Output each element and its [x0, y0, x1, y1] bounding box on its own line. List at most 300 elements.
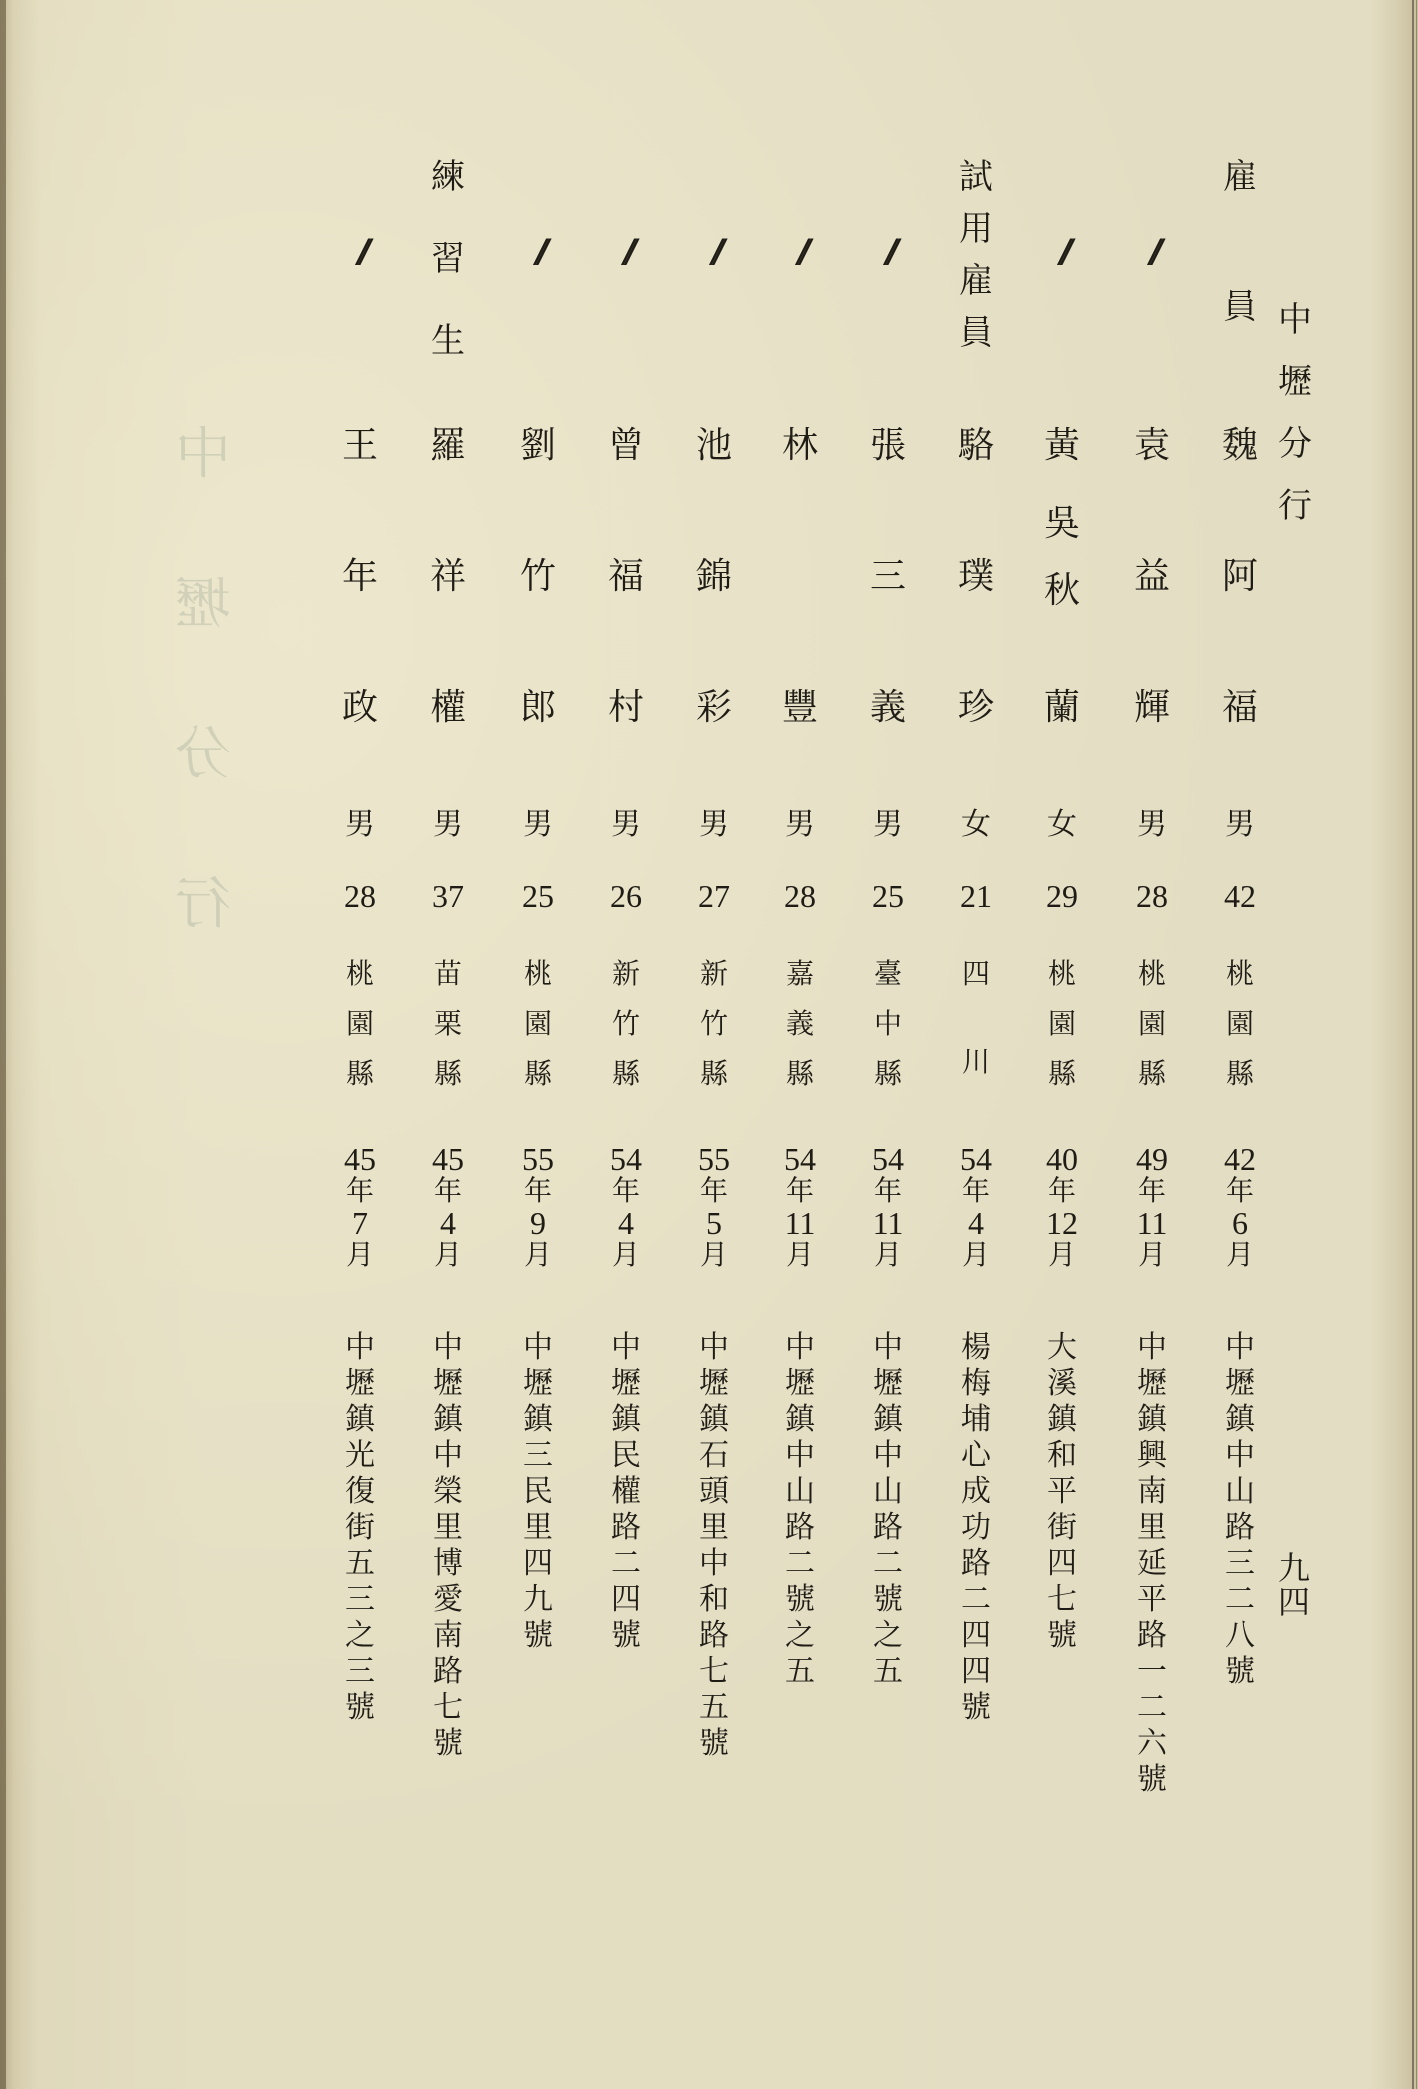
job-title-char: 生: [431, 321, 465, 361]
date-year: 55: [698, 1141, 730, 1177]
address-char: 五: [785, 1654, 815, 1689]
address-char: 七: [433, 1690, 463, 1725]
address: [1032, 1330, 1092, 1653]
month-suffix: 月: [873, 1238, 902, 1271]
employee-entry: [684, 0, 744, 2089]
year-suffix: 年: [1047, 1174, 1076, 1207]
job-title-char: 練: [431, 157, 465, 197]
native-place: [418, 957, 478, 1090]
address-char: 中: [785, 1438, 815, 1473]
name-char: 池: [696, 425, 733, 466]
native-place: [684, 957, 744, 1090]
name-char: 璞: [958, 556, 995, 597]
character: 分: [175, 722, 231, 787]
native-place-char: 新: [611, 957, 640, 990]
date-joined: [1032, 1143, 1092, 1269]
address-char: 號: [433, 1726, 463, 1761]
address-char: 光: [345, 1438, 375, 1473]
age: 27: [698, 878, 730, 914]
date-year: 42: [1224, 1141, 1256, 1177]
address-char: 中: [699, 1330, 729, 1365]
address-char: 四: [611, 1582, 641, 1617]
employee-entry: [1210, 0, 1270, 2089]
page-number: [1278, 1549, 1311, 1621]
address-char: 一: [1137, 1654, 1167, 1689]
address-char: 號: [1225, 1654, 1255, 1689]
employee-entry: [1032, 0, 1092, 2089]
address-char: 鎮: [699, 1402, 729, 1437]
address-char: 民: [523, 1474, 553, 1509]
name-char: 郎: [520, 687, 557, 728]
address-char: 路: [785, 1510, 815, 1545]
name-char: 益: [1134, 556, 1171, 597]
name-char: 竹: [520, 556, 557, 597]
address-char: 延: [1137, 1546, 1167, 1581]
name-char: 魏: [1222, 425, 1259, 466]
year-suffix: 年: [1225, 1174, 1254, 1207]
native-place-char: 桃: [1137, 957, 1166, 990]
employee-entry: [418, 0, 478, 2089]
sex: 男: [433, 807, 463, 842]
address-char: 號: [961, 1690, 991, 1725]
employee-entry: [946, 0, 1006, 2089]
name-char: 吳: [1044, 503, 1081, 544]
date-joined: [770, 1143, 830, 1269]
native-place-char: 縣: [433, 1057, 462, 1090]
native-place-char: 新: [699, 957, 728, 990]
address-char: 壢: [611, 1366, 641, 1401]
date-month: 5: [706, 1205, 722, 1241]
address-char: 壢: [433, 1366, 463, 1401]
address-char: 復: [345, 1474, 375, 1509]
native-place: [1210, 957, 1270, 1090]
address-char: 里: [433, 1510, 463, 1545]
address-char: 之: [785, 1618, 815, 1653]
name-char: 張: [870, 425, 907, 466]
ditto-mark: //: [885, 232, 891, 270]
address-char: 中: [785, 1330, 815, 1365]
address-char: 和: [1047, 1438, 1077, 1473]
date-year: 54: [610, 1141, 642, 1177]
month-suffix: 月: [1225, 1238, 1254, 1271]
address-char: 壢: [523, 1366, 553, 1401]
native-place-char: 園: [523, 1007, 552, 1040]
date-joined: [1122, 1143, 1182, 1269]
show-through-text: [175, 410, 231, 940]
address-char: 路: [699, 1618, 729, 1653]
native-place-char: 桃: [345, 957, 374, 990]
address-char: 溪: [1047, 1366, 1077, 1401]
ditto-mark: //: [711, 232, 717, 270]
address-char: 平: [1137, 1582, 1167, 1617]
sex: 女: [961, 807, 991, 842]
character: 四: [1278, 1583, 1311, 1621]
address-char: 和: [699, 1582, 729, 1617]
address-char: 鎮: [345, 1402, 375, 1437]
job-title-char: 習: [431, 239, 465, 279]
address-char: 七: [1047, 1582, 1077, 1617]
address-char: 埔: [961, 1402, 991, 1437]
native-place-char: 縣: [345, 1057, 374, 1090]
date-joined: [330, 1143, 390, 1269]
native-place-char: 栗: [433, 1007, 462, 1040]
address-char: 中: [433, 1330, 463, 1365]
job-title-char: 雇: [1223, 157, 1257, 197]
address-char: 二: [611, 1546, 641, 1581]
address-char: 壢: [1225, 1366, 1255, 1401]
address-char: 之: [873, 1618, 903, 1653]
address-char: 路: [873, 1510, 903, 1545]
address: [946, 1330, 1006, 1725]
address-char: 榮: [433, 1474, 463, 1509]
native-place: [858, 957, 918, 1090]
age: 42: [1224, 878, 1256, 914]
age: 28: [344, 878, 376, 914]
address-char: 南: [433, 1618, 463, 1653]
native-place: [1032, 957, 1092, 1090]
month-suffix: 月: [1137, 1238, 1166, 1271]
native-place-char: 川: [961, 1045, 990, 1078]
address-char: 四: [961, 1654, 991, 1689]
month-suffix: 月: [961, 1238, 990, 1271]
employee-entry: [1122, 0, 1182, 2089]
address-char: 壢: [785, 1366, 815, 1401]
address-char: 中: [611, 1330, 641, 1365]
date-month: 11: [784, 1205, 816, 1241]
address-char: 四: [1047, 1546, 1077, 1581]
sex: 女: [1047, 807, 1077, 842]
address-char: 街: [345, 1510, 375, 1545]
name-char: 阿: [1222, 556, 1259, 597]
address-char: 二: [1137, 1690, 1167, 1725]
address-char: 博: [433, 1546, 463, 1581]
native-place-char: 四: [961, 957, 990, 990]
date-month: 7: [352, 1205, 368, 1241]
native-place-char: 園: [345, 1007, 374, 1040]
address-char: 二: [1225, 1582, 1255, 1617]
date-year: 54: [784, 1141, 816, 1177]
address-char: 鎮: [523, 1402, 553, 1437]
name-char: 三: [870, 556, 907, 597]
address: [770, 1330, 830, 1689]
address-char: 號: [785, 1582, 815, 1617]
year-suffix: 年: [523, 1174, 552, 1207]
name-char: 王: [342, 425, 379, 466]
native-place-char: 園: [1225, 1007, 1254, 1040]
job-title-char: 員: [1223, 287, 1257, 327]
ditto-mark: //: [535, 232, 541, 270]
address: [858, 1330, 918, 1689]
address-char: 號: [873, 1582, 903, 1617]
address-char: 路: [433, 1654, 463, 1689]
address-char: 壢: [345, 1366, 375, 1401]
address-char: 中: [699, 1546, 729, 1581]
native-place-char: 竹: [699, 1007, 728, 1040]
sex: 男: [1137, 807, 1167, 842]
native-place-char: 桃: [523, 957, 552, 990]
address-char: 民: [611, 1438, 641, 1473]
job-title-char: 員: [959, 313, 993, 353]
age: 28: [784, 878, 816, 914]
address-char: 權: [611, 1474, 641, 1509]
ditto-mark: //: [623, 232, 629, 270]
name-char: 劉: [520, 425, 557, 466]
employee-entry: [596, 0, 656, 2089]
address-char: 七: [699, 1654, 729, 1689]
native-place-char: 縣: [873, 1057, 902, 1090]
address-char: 楊: [961, 1330, 991, 1365]
address-char: 石: [699, 1438, 729, 1473]
native-place: [1122, 957, 1182, 1090]
name-char: 福: [608, 556, 645, 597]
age: 37: [432, 878, 464, 914]
address-char: 鎮: [873, 1402, 903, 1437]
address-char: 中: [523, 1330, 553, 1365]
page-border-line: [1416, 0, 1417, 2089]
address: [330, 1330, 390, 1725]
month-suffix: 月: [1047, 1238, 1076, 1271]
address-char: 壢: [1137, 1366, 1167, 1401]
address-char: 平: [1047, 1474, 1077, 1509]
native-place-char: 桃: [1225, 957, 1254, 990]
name-char: 秋: [1044, 570, 1081, 611]
address-char: 鎮: [433, 1402, 463, 1437]
character: 行: [1278, 486, 1312, 526]
address-char: 中: [1225, 1330, 1255, 1365]
date-joined: [508, 1143, 568, 1269]
job-title: [946, 157, 1006, 353]
address-char: 中: [1225, 1438, 1255, 1473]
address-char: 之: [345, 1618, 375, 1653]
address-char: 山: [873, 1474, 903, 1509]
date-year: 40: [1046, 1141, 1078, 1177]
address-char: 里: [699, 1510, 729, 1545]
character: 壢: [1278, 362, 1312, 402]
name-char: 蘭: [1044, 687, 1081, 728]
date-month: 9: [530, 1205, 546, 1241]
address-char: 號: [611, 1618, 641, 1653]
sex: 男: [523, 807, 553, 842]
ditto-mark: //: [797, 232, 803, 270]
address: [418, 1330, 478, 1761]
date-year: 49: [1136, 1141, 1168, 1177]
address-char: 里: [1137, 1510, 1167, 1545]
employee-entry: [770, 0, 830, 2089]
date-month: 12: [1046, 1205, 1078, 1241]
character: 中: [1278, 300, 1312, 340]
address-char: 山: [1225, 1474, 1255, 1509]
ditto-mark: //: [1149, 232, 1155, 270]
name-char: 彩: [696, 687, 733, 728]
address-char: 山: [785, 1474, 815, 1509]
address-char: 心: [961, 1438, 991, 1473]
name-char: 村: [608, 687, 645, 728]
address: [1210, 1330, 1270, 1689]
address-char: 二: [873, 1546, 903, 1581]
address-char: 三: [1225, 1546, 1255, 1581]
year-suffix: 年: [785, 1174, 814, 1207]
address-char: 四: [961, 1618, 991, 1653]
address-char: 鎮: [1225, 1402, 1255, 1437]
address-char: 興: [1137, 1438, 1167, 1473]
date-year: 55: [522, 1141, 554, 1177]
native-place-char: 臺: [873, 957, 902, 990]
address-char: 街: [1047, 1510, 1077, 1545]
address-char: 四: [523, 1546, 553, 1581]
address: [596, 1330, 656, 1653]
native-place: [330, 957, 390, 1090]
native-place-char: 義: [785, 1007, 814, 1040]
name-char: 珍: [958, 687, 995, 728]
name-char: 豐: [782, 687, 819, 728]
sex: 男: [699, 807, 729, 842]
native-place-char: 縣: [699, 1057, 728, 1090]
native-place-char: 嘉: [785, 957, 814, 990]
native-place-char: 園: [1137, 1007, 1166, 1040]
name-char: 曾: [608, 425, 645, 466]
sex: 男: [785, 807, 815, 842]
address-char: 中: [873, 1438, 903, 1473]
date-joined: [596, 1143, 656, 1269]
date-year: 54: [872, 1141, 904, 1177]
native-place-char: 竹: [611, 1007, 640, 1040]
address-char: 鎮: [1137, 1402, 1167, 1437]
address-char: 南: [1137, 1474, 1167, 1509]
month-suffix: 月: [699, 1238, 728, 1271]
month-suffix: 月: [345, 1238, 374, 1271]
date-year: 45: [432, 1141, 464, 1177]
age: 25: [522, 878, 554, 914]
address-char: 功: [961, 1510, 991, 1545]
job-title-char: 用: [959, 209, 993, 249]
name-char: 林: [782, 425, 819, 466]
address-char: 鎮: [785, 1402, 815, 1437]
date-month: 4: [618, 1205, 634, 1241]
address-char: 中: [873, 1330, 903, 1365]
date-joined: [684, 1143, 744, 1269]
address-char: 三: [523, 1438, 553, 1473]
name-char: 袁: [1134, 425, 1171, 466]
address-char: 二: [961, 1582, 991, 1617]
name-char: 權: [430, 687, 467, 728]
address: [508, 1330, 568, 1653]
address-char: 里: [523, 1510, 553, 1545]
character: 分: [1278, 424, 1312, 464]
address-char: 九: [523, 1582, 553, 1617]
page-border-line: [1412, 0, 1414, 2089]
native-place: [946, 957, 1006, 1078]
date-year: 54: [960, 1141, 992, 1177]
address-char: 號: [523, 1618, 553, 1653]
name-char: 年: [342, 556, 379, 597]
date-joined: [946, 1143, 1006, 1269]
native-place-char: 苗: [433, 957, 462, 990]
date-month: 6: [1232, 1205, 1248, 1241]
age: 21: [960, 878, 992, 914]
year-suffix: 年: [1137, 1174, 1166, 1207]
address-char: 五: [873, 1654, 903, 1689]
address-char: 中: [1137, 1330, 1167, 1365]
native-place: [770, 957, 830, 1090]
name-char: 錦: [696, 556, 733, 597]
year-suffix: 年: [961, 1174, 990, 1207]
native-place-char: 縣: [785, 1057, 814, 1090]
native-place-char: 縣: [611, 1057, 640, 1090]
year-suffix: 年: [873, 1174, 902, 1207]
age: 26: [610, 878, 642, 914]
age: 29: [1046, 878, 1078, 914]
address-char: 鎮: [611, 1402, 641, 1437]
character: 中: [175, 422, 231, 487]
employee-entry: [508, 0, 568, 2089]
month-suffix: 月: [523, 1238, 552, 1271]
employee-entry: [330, 0, 390, 2089]
address-char: 梅: [961, 1366, 991, 1401]
year-suffix: 年: [433, 1174, 462, 1207]
address-char: 八: [1225, 1618, 1255, 1653]
date-year: 45: [344, 1141, 376, 1177]
job-title-char: 試: [959, 157, 993, 197]
age: 25: [872, 878, 904, 914]
address: [1122, 1330, 1182, 1797]
date-month: 4: [968, 1205, 984, 1241]
address-char: 頭: [699, 1474, 729, 1509]
address-char: 二: [785, 1546, 815, 1581]
native-place-char: 中: [873, 1007, 902, 1040]
address-char: 成: [961, 1474, 991, 1509]
character: 九: [1278, 1549, 1311, 1587]
job-title: [418, 157, 478, 361]
native-place-char: 縣: [523, 1057, 552, 1090]
sex: 男: [1225, 807, 1255, 842]
address-char: 路: [611, 1510, 641, 1545]
address-char: 鎮: [1047, 1402, 1077, 1437]
address-char: 五: [699, 1690, 729, 1725]
native-place: [508, 957, 568, 1090]
address-char: 號: [1047, 1618, 1077, 1653]
native-place-char: 縣: [1047, 1057, 1076, 1090]
native-place-char: 縣: [1137, 1057, 1166, 1090]
address-char: 六: [1137, 1726, 1167, 1761]
address-char: 路: [961, 1546, 991, 1581]
native-place-char: 縣: [1225, 1057, 1254, 1090]
name-char: 福: [1222, 687, 1259, 728]
name-char: 政: [342, 687, 379, 728]
address-char: 三: [345, 1654, 375, 1689]
address-char: 路: [1137, 1618, 1167, 1653]
address-char: 中: [345, 1330, 375, 1365]
date-joined: [418, 1143, 478, 1269]
section-header-title: [1278, 300, 1312, 526]
employee-entry: [858, 0, 918, 2089]
character: 壢: [175, 572, 231, 637]
address-char: 號: [1137, 1762, 1167, 1797]
address: [684, 1330, 744, 1761]
month-suffix: 月: [433, 1238, 462, 1271]
address-char: 大: [1047, 1330, 1077, 1365]
character: 行: [175, 872, 231, 937]
address-char: 愛: [433, 1582, 463, 1617]
year-suffix: 年: [345, 1174, 374, 1207]
job-title-char: 雇: [959, 261, 993, 301]
address-char: 號: [345, 1690, 375, 1725]
date-joined: [1210, 1143, 1270, 1269]
native-place-char: 園: [1047, 1007, 1076, 1040]
age: 28: [1136, 878, 1168, 914]
address-char: 中: [433, 1438, 463, 1473]
date-month: 11: [1136, 1205, 1168, 1241]
address-char: 壢: [873, 1366, 903, 1401]
